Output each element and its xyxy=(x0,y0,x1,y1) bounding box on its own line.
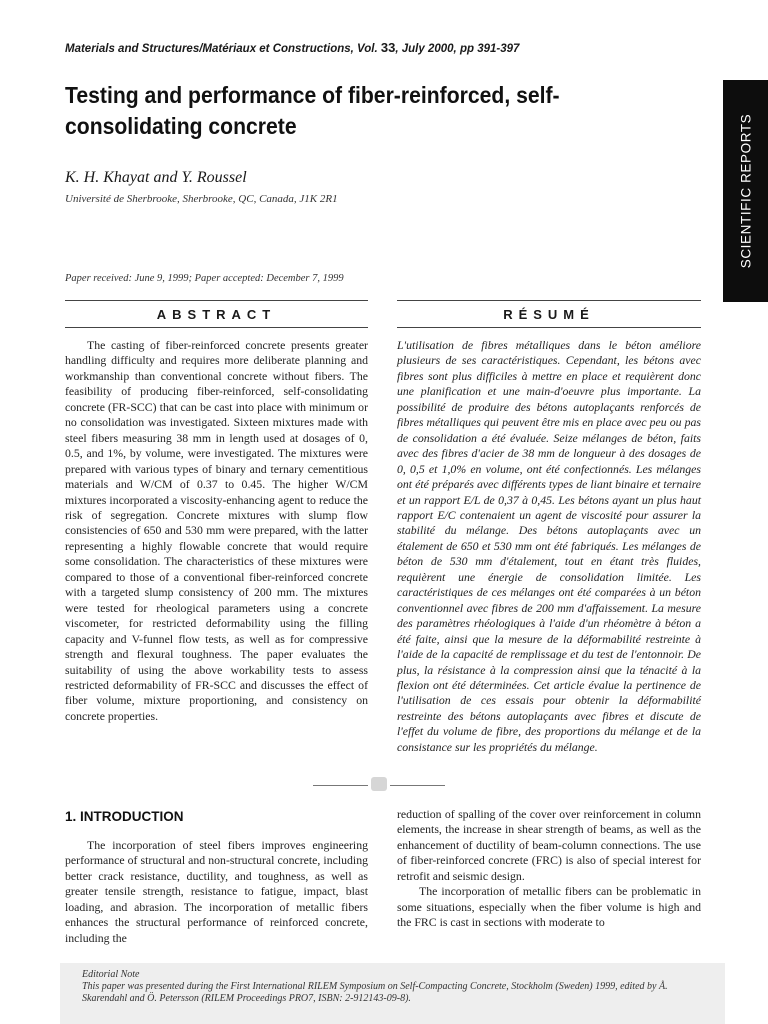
abstract-body xyxy=(65,338,368,724)
resume-text: L'utilisation de fibres métalliques dans le béton améliore plusieurs de ses caractéristiques. Cependant, les bétons avec fibres sont plus difficiles à mettre en place et requièrent donc une planification et une main-d'oeuvre plus importante. La possibilité de produire des bétons autoplaçants renforcés de fibres métalliques qui peuvent être mis en place avec peu ou pas de consolidation a été évaluée. Seize mélanges de béton, faits avec des fibres d'acier de 38 mm de longueur à des dosages de 0, 0,5 et 1,0% en volume, ont été confectionnés. Les mélanges ont été préparés avec différents types de liant binaire et ternaire et un rapport E/L de 0,37 à 0,45. Les bétons ayant un plus haut rapport E/C contenaient un agent de viscosité pour assurer la stabilité du mélange. Des bétons autoplaçants avec un étalement de 650 et 530 mm ont été fabriqués. Les mélanges de béton de 530 mm d'étalement, tout en étant très fluides, requièrent une énergie de consolidation limitée. Les caractéristiques de ces mélanges ont été comparées à un béton conventionnel avec fibres de 200 mm d'affaissement. La mesure des paramètres rhéologiques à l'aide d'un rhéomètre à béton a été faite, ainsi que la mesure de la déformabilité restreinte à l'aide de la capacité de remplissage et du test de l'entonnoir. De plus, la résistance à la compression ainsi que la ténacité à la flexion ont été déterminées. Cet article évalue la pertinence de l'utilisation de ces essais pour obtenir la déformabilité restreinte des bétons autoplaçants avec fibres et discute de l'effet du volume de fibre, des proportions du mélange et de la consistance sur les propriétés du mélange. xyxy=(397,338,701,754)
editorial-note-text: This paper was presented during the First International RILEM Symposium on Self-Compacting Concrete, Stockholm (Sweden) 1999, edited by Å. Skarendahl and Ö. Petersson (RILEM Proceedings PRO7, ISBN: 2-912143-09-8). xyxy=(82,981,668,1004)
article-authors: K. H. Khayat and Y. Roussel xyxy=(65,169,247,186)
abstract-heading: ABSTRACT xyxy=(156,307,277,322)
introduction-right-column xyxy=(397,807,701,931)
introduction-left-column xyxy=(65,838,368,946)
received-dates: Paper received: June 9, 1999; Paper accepted: December 7, 1999 xyxy=(65,273,344,284)
editorial-note-label: Editorial Note xyxy=(82,969,140,980)
introduction-paragraph: The incorporation of steel fibers improves engineering performance of structural and non-structural concrete, including better crack resistance, ductility, and toughness, as well as greater tensile strength, resistance to fatigue, impact, blast loading, and abrasion. The incorporation of metallic fibers enhances the structural performance of reinforced concrete, including the xyxy=(65,838,368,945)
section-tab-label: SCIENTIFIC REPORTS xyxy=(738,113,753,269)
journal-citation xyxy=(65,40,705,55)
introduction-paragraph-continued: reduction of spalling of the cover over reinforcement in column elements, the increase in shear strength of beams, as well as the enhancement of ductility of beam-column connections. The use of fiber-reinforced concrete (FRC) is also of special interest for retrofit and seismic design. xyxy=(397,807,701,883)
abstract-top-rule xyxy=(65,300,368,301)
section-divider-left xyxy=(313,785,368,786)
section-divider-right xyxy=(390,785,445,786)
section-divider-ornament xyxy=(371,777,387,791)
article-title: Testing and performance of fiber-reinforced, self-consolidating concrete xyxy=(65,82,560,139)
resume-top-rule xyxy=(397,300,701,301)
resume-bottom-rule xyxy=(397,327,701,328)
introduction-paragraph: The incorporation of metallic fibers can be problematic in some situations, especially when the fiber volume is high and the FRC is cast in sections with moderate to xyxy=(397,884,701,930)
resume-body xyxy=(397,338,701,755)
abstract-text: The casting of fiber-reinforced concrete presents greater handling difficulty and requires more deliberate planning and workmanship than conventional concrete without fibers. The feasibility of producing fiber-reinforced, self-consolidating concrete (FR-SCC) that can be cast into place with minimum or no consolidation was investigated. Sixteen mixtures made with steel fibers measuring 38 mm in length used at dosages of 0, 0.5, and 1%, by volume, were investigated. The mixtures were prepared with various types of binary and ternary cementitious materials and W/CM of 0.37 to 0.45. The higher W/CM mixtures incorporated a viscosity-enhancing agent to reduce the risk of segregation. Concrete mixtures with slump flow consistencies of 650 and 530 mm were prepared, with the latter representing a highly flowable concrete that would require some consolidation. The characteristics of these mixtures were compared to those of a conventional fiber-reinforced concrete with a targeted slump consistency of 200 mm. The mixtures were tested for rheological parameters using a concrete viscometer, for restricted deformability using the filling capacity and V-funnel flow tests, as well as for compressive strength and flexural toughness. The paper evaluates the suitability of using the above workability tests to assess restricted deformability of FR-SCC and discusses the effect of fiber volume, mixture proportioning, and consistency on concrete properties. xyxy=(65,338,368,723)
introduction-heading: 1. INTRODUCTION xyxy=(65,809,184,824)
journal-issue-pages: , July 2000, pp 391-397 xyxy=(395,43,520,55)
author-affiliation: Université de Sherbrooke, Sherbrooke, QC, Canada, J1K 2R1 xyxy=(65,193,338,205)
section-tab xyxy=(723,80,768,302)
editorial-note-box xyxy=(60,963,725,1024)
resume-heading: RÉSUMÉ xyxy=(503,307,595,322)
journal-volume: 33 xyxy=(380,40,396,55)
journal-name: Materials and Structures/Matériaux et Constructions, Vol. xyxy=(65,43,381,55)
abstract-bottom-rule xyxy=(65,327,368,328)
